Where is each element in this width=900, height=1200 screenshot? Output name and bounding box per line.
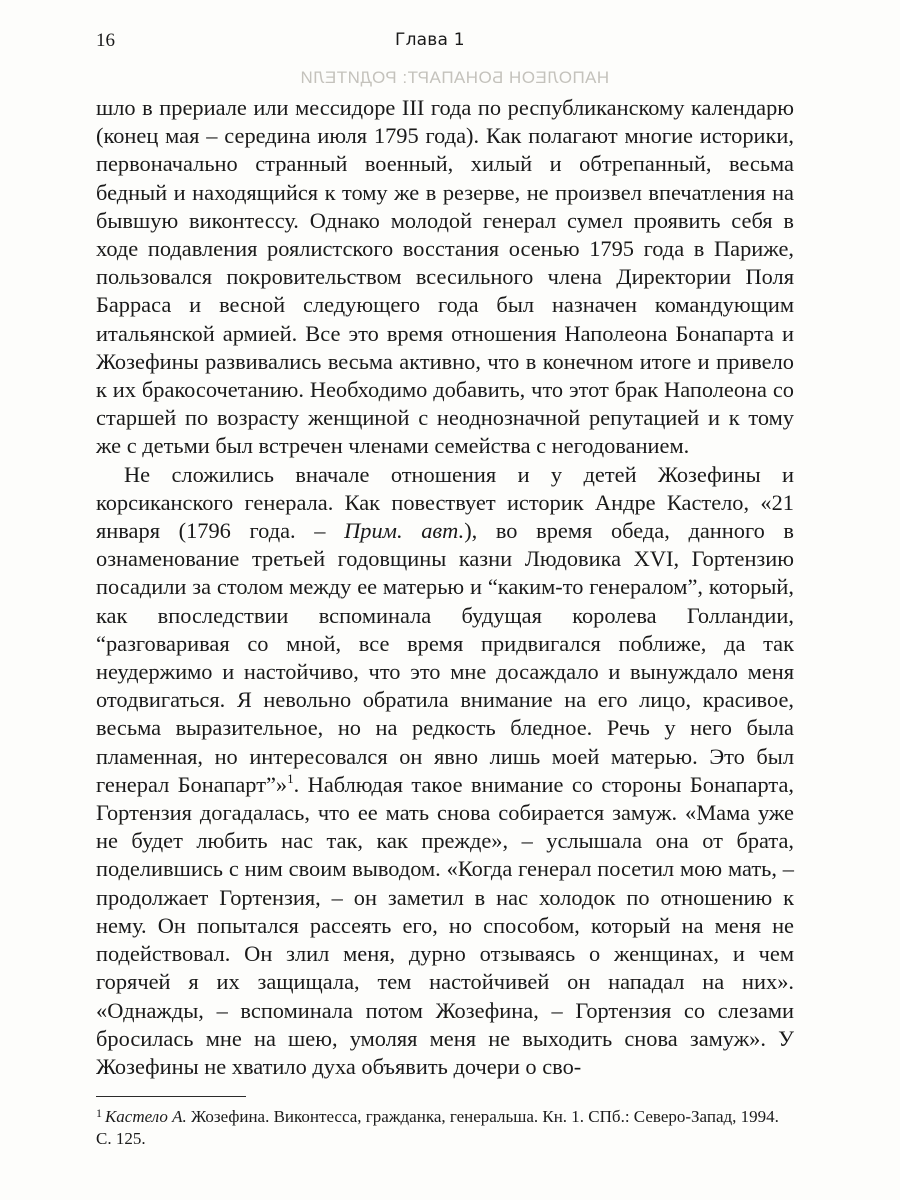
body-text bbox=[96, 94, 794, 1081]
running-head bbox=[0, 30, 900, 87]
page-number: 16 bbox=[96, 30, 115, 51]
paragraph-2-part-a: Не сложились вначале отношения и у детей Жозефины и корсиканского генерала. Как повествует историк Андре Кастело, «21 января (1796 года. – bbox=[96, 461, 794, 544]
paragraph-1: шло в прериале или мессидоре III года по республиканскому календарю (конец мая – середина июля 1795 года). Как полагают многие историки, первоначально странный военный, хилый и обтрепанный, весьма бедный и находящийся к тому же в резерве, не произвел впечатления на бывшую виконтессу. Однако молодой генерал сумел проявить себя в ходе подавления роялистского восстания осенью 1795 года в Париже, пользовался покровительством всесильного члена Директории Поля Барраса и весной следующего года был назначен командующим итальянской армией. Все это время отношения Наполеона Бонапарта и Жозефины развивались весьма активно, что в конечном итоге и привело к их бракосочетанию. Необходимо добавить, что этот брак Наполеона со старшей по возрасту женщиной с неоднозначной репутацией и к тому же с детьми был встречен членами семейства с негодованием. bbox=[96, 95, 794, 459]
footnote-reference: 1 bbox=[287, 770, 294, 786]
paragraph-2-part-b: ), во время обеда, данного в ознаменование третьей годовщины казни Людовика XVI, Гортензию посадили за столом между ее матерью и “каким-то генералом”, который, как впоследствии вспоминала будущая королева Голландии, “разговаривая со мной, все время придвигался поближе, да так неудержимо и настойчиво, что это мне досаждало и вынуждало меня отодвигаться. Я невольно обратила внимание на его лицо, красивое, весьма выразительное, но на редкость бледное. Речь у него была пламенная, но интересовался он явно лишь моей матерью. Это был генерал Бонапарт”» bbox=[96, 518, 795, 797]
footnote-author: Кастело А. bbox=[105, 1107, 187, 1126]
paragraph-2 bbox=[96, 461, 794, 1081]
chapter-label: Глава 1 bbox=[395, 30, 465, 50]
reverse-page-bleed-through: НАПОЛЕОН БОНАПАРТ: РОДИТЕЛИ bbox=[300, 68, 610, 87]
footnote-citation: Жозефина. Виконтесса, гражданка, генеральша. Кн. 1. СПб.: Северо-Запад, 1994. С. 125. bbox=[96, 1107, 779, 1148]
author-note-abbrev: Прим. авт. bbox=[344, 518, 465, 544]
footnote bbox=[96, 1106, 794, 1150]
footnote-mark: 1 bbox=[96, 1106, 102, 1120]
paragraph-2-part-c: . Наблюдая такое внимание со стороны Бонапарта, Гортензия догадалась, что ее мать снова собирается замуж. «Мама уже не будет любить нас так, как прежде», – услышала она от брата, поделившись с ним своим выводом. «Когда генерал посетил мою мать, – продолжает Гортензия, – он заметил в нас холодок по отношению к нему. Он попытался рассеять его, но способом, который на меня не подействовал. Он злил меня, дурно отзываясь о женщинах, и чем горячей я их защищала, тем настойчивей он нападал на них». «Однажды, – вспоминала потом Жозефина, – Гортензия со слезами бросилась мне на шею, умоляя меня не выходить снова замуж». У Жозефины не хватило духа объявить дочери о сво- bbox=[96, 771, 794, 1079]
footnote-divider bbox=[96, 1096, 246, 1097]
